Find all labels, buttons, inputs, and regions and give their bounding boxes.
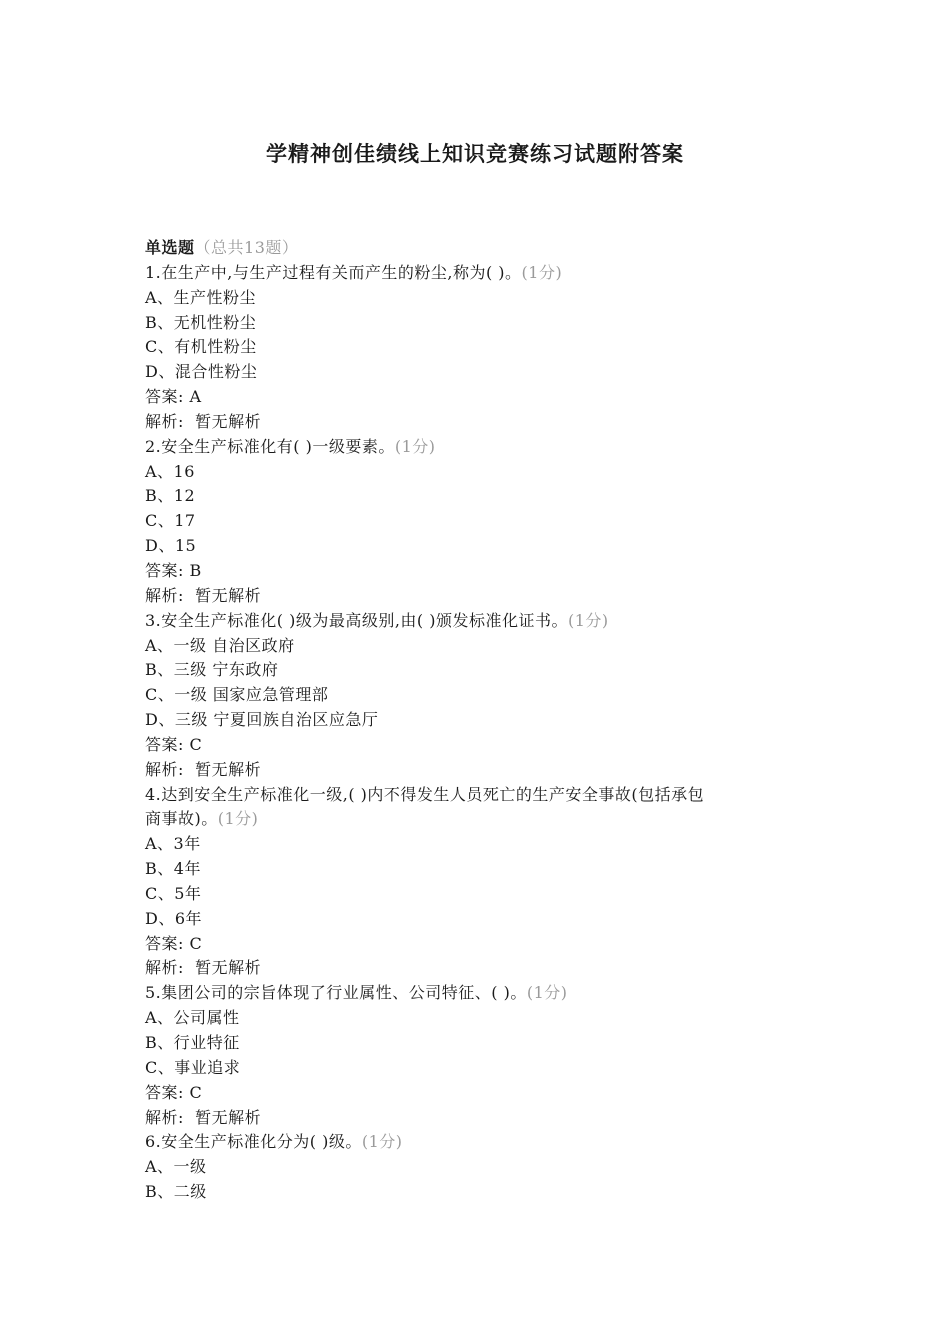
question-1-text <box>145 261 815 286</box>
question-score: (1分) <box>526 983 568 1003</box>
question-3-analysis: 解析: 暂无解析 <box>145 759 262 779</box>
question-stem: 安全生产标准化有( )一级要素。 <box>161 436 395 456</box>
question-2-option-a: A、16 <box>145 461 195 481</box>
question-list <box>145 236 815 1205</box>
question-4-option-c: C、5年 <box>145 883 202 903</box>
question-number: 1. <box>145 262 162 282</box>
question-score: (1分) <box>521 262 563 282</box>
question-number: 4. <box>145 784 162 804</box>
question-5-option-b: B、行业特征 <box>145 1033 240 1052</box>
question-score: (1分) <box>217 809 259 829</box>
question-stem: 安全生产标准化( )级为最高级别,由( )颁发标准化证书。 <box>161 610 568 630</box>
question-stem: 安全生产标准化分为( )级。 <box>161 1132 362 1152</box>
question-2-answer: 答案: B <box>145 560 202 580</box>
question-4-text <box>145 783 815 808</box>
question-5-option-a: A、公司属性 <box>145 1008 240 1028</box>
question-3-option-d: D、三级 宁夏回族自治区应急厅 <box>145 710 379 730</box>
question-number: 3. <box>145 610 162 630</box>
question-stem-line-2: 商事故)。 <box>145 809 218 829</box>
question-stem-line-1: 达到安全生产标准化一级,( )内不得发生人员死亡的生产安全事故(包括承包 <box>161 784 705 804</box>
document-title: 学精神创佳绩线上知识竞赛练习试题附答案 <box>266 141 684 166</box>
question-1-analysis: 解析: 暂无解析 <box>145 411 262 431</box>
question-number: 5. <box>145 983 162 1003</box>
question-score: (1分) <box>568 610 609 630</box>
question-6-text <box>145 1130 815 1155</box>
question-4-option-d: D、6年 <box>145 908 203 928</box>
question-6-option-a: A、一级 <box>145 1157 207 1177</box>
question-5-answer: 答案: C <box>145 1082 203 1102</box>
question-4-analysis: 解析: 暂无解析 <box>145 958 262 978</box>
question-1-option-c: C、有机性粉尘 <box>145 337 257 357</box>
question-4-option-a: A、3年 <box>145 834 201 854</box>
question-3-text <box>145 609 815 634</box>
question-number: 2. <box>145 436 162 456</box>
question-4-answer: 答案: C <box>145 933 203 953</box>
question-1-option-d: D、混合性粉尘 <box>145 362 258 382</box>
question-2-option-c: C、17 <box>145 511 196 531</box>
question-5-option-c: C、事业追求 <box>145 1057 241 1077</box>
question-score: (1分) <box>394 436 436 456</box>
question-3-answer: 答案: C <box>145 734 203 754</box>
section-heading <box>145 236 815 261</box>
question-number: 6. <box>145 1132 162 1152</box>
section-count: （总共13题） <box>194 238 299 257</box>
question-2-option-d: D、15 <box>145 536 197 556</box>
question-score: (1分) <box>361 1132 403 1152</box>
question-5-text <box>145 981 815 1006</box>
question-3-option-a: A、一级 自治区政府 <box>145 635 295 655</box>
question-2-option-b: B、12 <box>145 486 196 506</box>
question-2-text <box>145 435 815 460</box>
question-3-option-b: B、三级 宁东政府 <box>145 660 279 680</box>
section-title: 单选题 <box>145 238 195 257</box>
question-1-answer: 答案: A <box>145 387 202 407</box>
question-stem: 在生产中,与生产过程有关而产生的粉尘,称为( )。 <box>161 262 522 282</box>
question-1-option-b: B、无机性粉尘 <box>145 312 257 332</box>
question-2-analysis: 解析: 暂无解析 <box>145 585 262 605</box>
question-6-option-b: B、二级 <box>145 1182 207 1202</box>
question-1-option-a: A、生产性粉尘 <box>145 287 257 307</box>
question-4-text-continued <box>145 807 815 832</box>
question-5-analysis: 解析: 暂无解析 <box>145 1107 262 1127</box>
question-stem: 集团公司的宗旨体现了行业属性、公司特征、( )。 <box>161 983 527 1003</box>
question-4-option-b: B、4年 <box>145 859 201 879</box>
question-3-option-c: C、一级 国家应急管理部 <box>145 685 329 705</box>
